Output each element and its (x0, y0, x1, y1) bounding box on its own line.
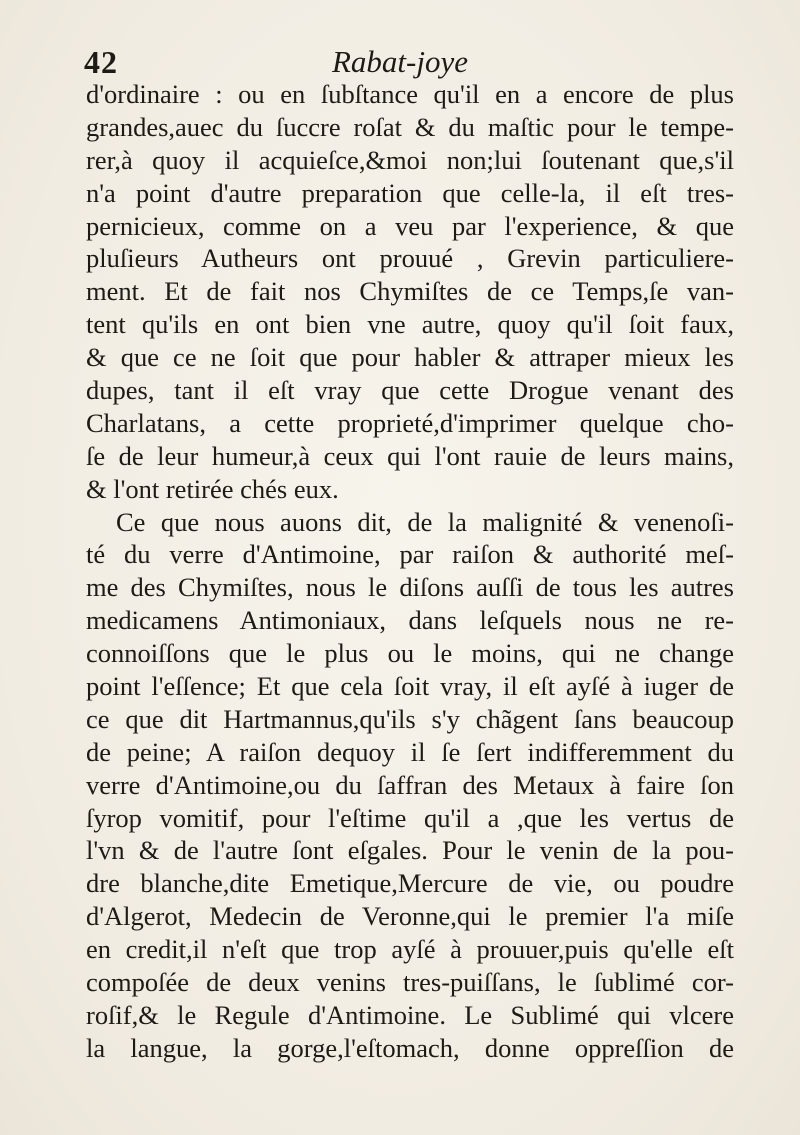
text-line: n'a point d'autre preparation que celle-la, il eſt tres- (86, 177, 734, 208)
text-line: dre blanche,dite Emetique,Mercure de vie, ou poudre (86, 868, 734, 899)
text-line: medicamens Antimoniaux, dans leſquels nous ne re- (86, 605, 734, 636)
text-line: ſe de leur humeur,à ceux qui l'ont rauie de leurs mains, (86, 440, 734, 471)
page-number: 42 (84, 44, 118, 80)
text-line: d'ordinaire : ou en ſubſtance qu'il en a encore de plus (86, 79, 734, 109)
text-line: dupes, tant il eſt vray que cette Drogue venant des (86, 375, 734, 406)
text-line: en credit,il n'eſt que trop ayſé à prouuer,puis qu'elle eſt (86, 934, 734, 965)
text-line: & que ce ne ſoit que pour habler & attraper mieux les (86, 342, 734, 373)
text-line: point l'eſſence; Et que cela ſoit vray, il eſt ayſé à iuger de (86, 671, 734, 702)
text-line: grandes,auec du ſuccre roſat & du maſtic pour le tempe- (86, 111, 734, 142)
text-line: pluſieurs Autheurs ont prouué , Grevin particuliere- (86, 243, 734, 274)
text-line: l'vn & de l'autre ſont eſgales. Pour le venin de la pou- (86, 835, 734, 866)
text-line: Ce que nous auons dit, de la malignité & venenoſi- (116, 506, 734, 537)
text-line: la langue, la gorge,l'eſtomach, donne oppreſſion de (86, 1032, 734, 1063)
body-text (86, 78, 734, 1065)
text-line: & l'ont retirée chés eux. (86, 473, 339, 504)
text-line: pernicieux, comme on a veu par l'experience, & que (86, 210, 734, 241)
text-line: roſif,& le Regule d'Antimoine. Le Sublimé qui vlcere (86, 999, 734, 1030)
text-line: Charlatans, a cette proprieté,d'imprimer quelque cho- (86, 407, 734, 438)
text-line: ſyrop vomitif, pour l'eſtime qu'il a ,que les vertus de (86, 802, 734, 833)
text-line: tent qu'ils en ont bien vne autre, quoy qu'il ſoit faux, (86, 309, 734, 340)
running-title: Rabat-joye (331, 44, 468, 79)
text-line: connoiſſons que le plus ou le moins, qui ne change (86, 638, 734, 669)
text-line: ment. Et de fait nos Chymiſtes de ce Temps,ſe van- (86, 276, 734, 307)
text-line: me des Chymiſtes, nous le diſons auſſi de tous les autres (86, 572, 734, 603)
text-line: d'Algerot, Medecin de Veronne,qui le premier l'a miſe (86, 901, 734, 932)
text-line: verre d'Antimoine,ou du ſaffran des Metaux à faire ſon (86, 769, 734, 800)
text-line: rer,à quoy il acquieſce,&moi non;lui ſoutenant que,s'il (86, 144, 734, 175)
text-line: té du verre d'Antimoine, par raiſon & authorité meſ- (86, 539, 734, 570)
text-line: de peine; A raiſon dequoy il ſe ſert indifferemment du (86, 736, 734, 767)
text-line: ce que dit Hartmannus,qu'ils s'y chãgent ſans beaucoup (86, 703, 734, 734)
text-line: compoſée de deux venins tres-puiſſans, le ſublimé cor- (86, 967, 734, 998)
